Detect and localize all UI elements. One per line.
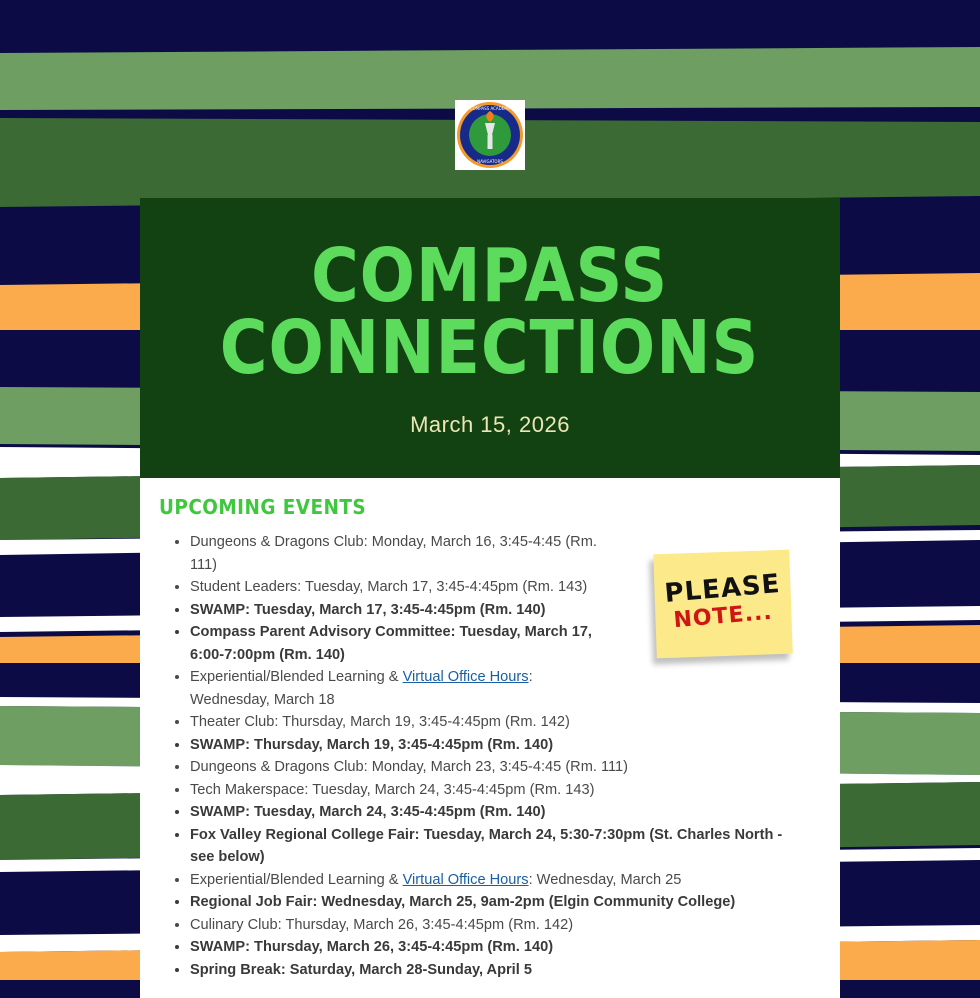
event-list-item: • Fox Valley Regional College Fair: Tuesday, March 24, 5:30-7:30pm (St. Charles North - see below) xyxy=(190,824,800,869)
event-list-item: • SWAMP: Thursday, March 26, 3:45-4:45pm (Rm. 140) xyxy=(190,936,800,959)
newsletter-date: March 15, 2026 xyxy=(410,412,570,437)
events-list xyxy=(190,531,800,981)
event-list-item xyxy=(190,666,610,711)
event-list-item: • SWAMP: Tuesday, March 17, 3:45-4:45pm (Rm. 140) xyxy=(190,599,610,622)
event-text: Experiential/Blended Learning & xyxy=(190,669,403,685)
virtual-office-hours-link[interactable]: Virtual Office Hours xyxy=(402,669,529,685)
event-list-item: • Spring Break: Saturday, March 28-Sunday, April 5 xyxy=(190,959,800,982)
logo-ring-text-top: COMPASS ACADEMY xyxy=(469,106,511,111)
sticky-note-line-2: NOTE... xyxy=(672,599,774,633)
virtual-office-hours-link[interactable]: Virtual Office Hours xyxy=(402,871,529,888)
event-text: Experiential/Blended Learning & xyxy=(190,871,403,888)
event-list-item: • Theater Club: Thursday, March 19, 3:45-4:45pm (Rm. 142) xyxy=(190,711,800,734)
event-list-item: • Tech Makerspace: Tuesday, March 24, 3:45-4:45pm (Rm. 143) xyxy=(190,779,800,802)
newsletter-header xyxy=(140,198,840,478)
title-line-1: COMPASS xyxy=(311,233,669,319)
newsletter-body xyxy=(140,478,840,998)
event-list-item: • Regional Job Fair: Wednesday, March 25, 9am-2pm (Elgin Community College) xyxy=(190,891,800,914)
event-text: : Wednesday, March 25 xyxy=(528,871,682,888)
event-list-item: • Dungeons & Dragons Club: Monday, March 16, 3:45-4:45 (Rm. 111) xyxy=(190,531,610,576)
torch-emblem-icon xyxy=(456,101,524,169)
newsletter-title xyxy=(220,233,760,391)
newsletter-card xyxy=(140,198,840,998)
event-list-item: • SWAMP: Tuesday, March 24, 3:45-4:45pm (Rm. 140) xyxy=(190,801,800,824)
event-list-item: • Dungeons & Dragons Club: Monday, March 23, 3:45-4:45 (Rm. 111) xyxy=(190,756,800,779)
event-list-item: • Compass Parent Advisory Committee: Tuesday, March 17, 6:00-7:00pm (Rm. 140) xyxy=(190,621,610,666)
section-title-upcoming-events: UPCOMING EVENTS xyxy=(159,495,367,519)
title-line-2: CONNECTIONS xyxy=(220,305,760,391)
school-logo xyxy=(455,100,525,170)
event-list-item: • Culinary Club: Thursday, March 26, 3:45-4:45pm (Rm. 142) xyxy=(190,914,800,937)
sticky-note-line-1: PLEASE xyxy=(663,568,782,609)
event-text: : Wednesday, March 18 xyxy=(190,669,533,708)
logo-ring-text: NAVIGATORS xyxy=(477,159,503,164)
event-list-item xyxy=(190,869,800,892)
event-list-item: • Student Leaders: Tuesday, March 17, 3:45-4:45pm (Rm. 143) xyxy=(190,576,610,599)
event-list-item: • SWAMP: Thursday, March 19, 3:45-4:45pm (Rm. 140) xyxy=(190,734,800,757)
